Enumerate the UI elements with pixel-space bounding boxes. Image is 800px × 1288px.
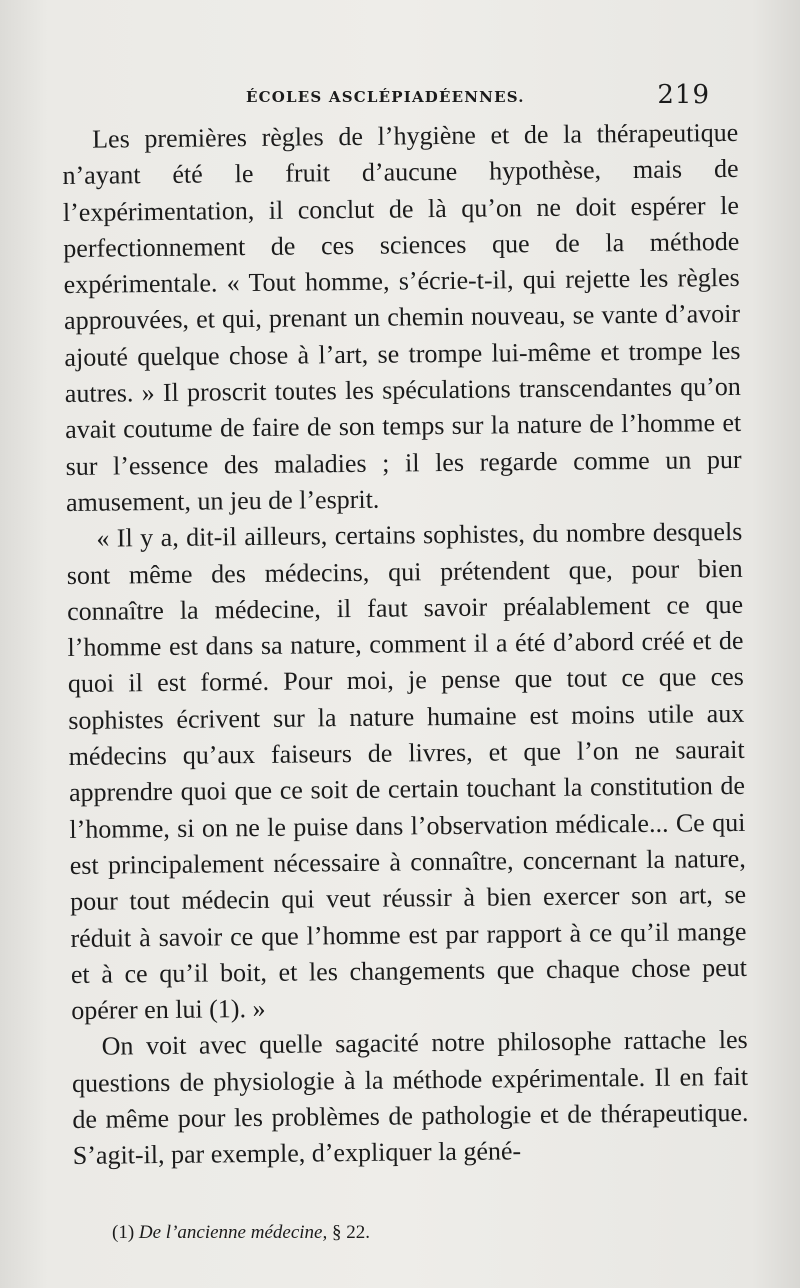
running-head xyxy=(60,82,720,118)
footnote-source: De l’ancienne médecine, xyxy=(138,1222,328,1243)
running-title: ÉCOLES ASCLÉPIADÉENNES. xyxy=(246,88,525,106)
body-text xyxy=(62,115,749,1202)
paragraph-1: Les premières règles de l’hygiène et de la thérapeutique n’ayant été le fruit d’aucune hypothèse, mais de l’expérimentation, il conclut de là qu’on ne doit espérer le perfectionnement de ces sciences que de la méthode expérimentale. « Tout homme, s’écrie-t-il, qui rejette les règles approuvées, et qui, prenant un chemin nouveau, se vante d’avoir ajouté quelque chose à l’art, se trompe lui-même et trompe les autres. » Il proscrit toutes les spéculations transcendantes qu’on avait coutume de faire de son temps sur la nature de l’homme et sur l’essence des maladies ; il les regarde comme un pur amusement, un jeu de l’esprit. xyxy=(62,117,742,517)
paragraph-2: « Il y a, dit-il ailleurs, certains sophistes, du nombre desquels sont même des médecins, qui prétendent que, pour bien connaître la médecine, il faut savoir préalablement ce que l’homme est dans sa nature, comment il a été d’abord créé et de quoi il est formé. Pour moi, je pense que tout ce que ces sophistes écrivent sur la nature humaine est moins utile aux médecins qu’aux faiseurs de livres, et que l’on ne saurait apprendre quoi que ce soit de certain touchant la constitution de l’homme, si on ne le puise dans l’observation médicale... Ce qui est principalement nécessaire à connaître, concernant la nature, pour tout médecin qui veut réussir à bien exercer son art, se réduit à savoir ce que l’homme est par rapport à ce qu’il mange et à ce qu’il boit, et les changements que chaque chose peut opérer en lui (1). » xyxy=(66,517,748,1026)
footnote xyxy=(112,1222,370,1244)
paragraph-3: On voit avec quelle sagacité notre philosophe rattache les questions de physiologie à la méthode expérimentale. Il en fait de même pour les problèmes de pathologie et de thérapeutique. S’agit-il, par exemple, d’expliquer la géné- xyxy=(71,1025,749,1171)
footnote-section: § 22. xyxy=(331,1222,370,1243)
page-number: 219 xyxy=(657,80,710,110)
footnote-marker: (1) xyxy=(112,1222,135,1243)
